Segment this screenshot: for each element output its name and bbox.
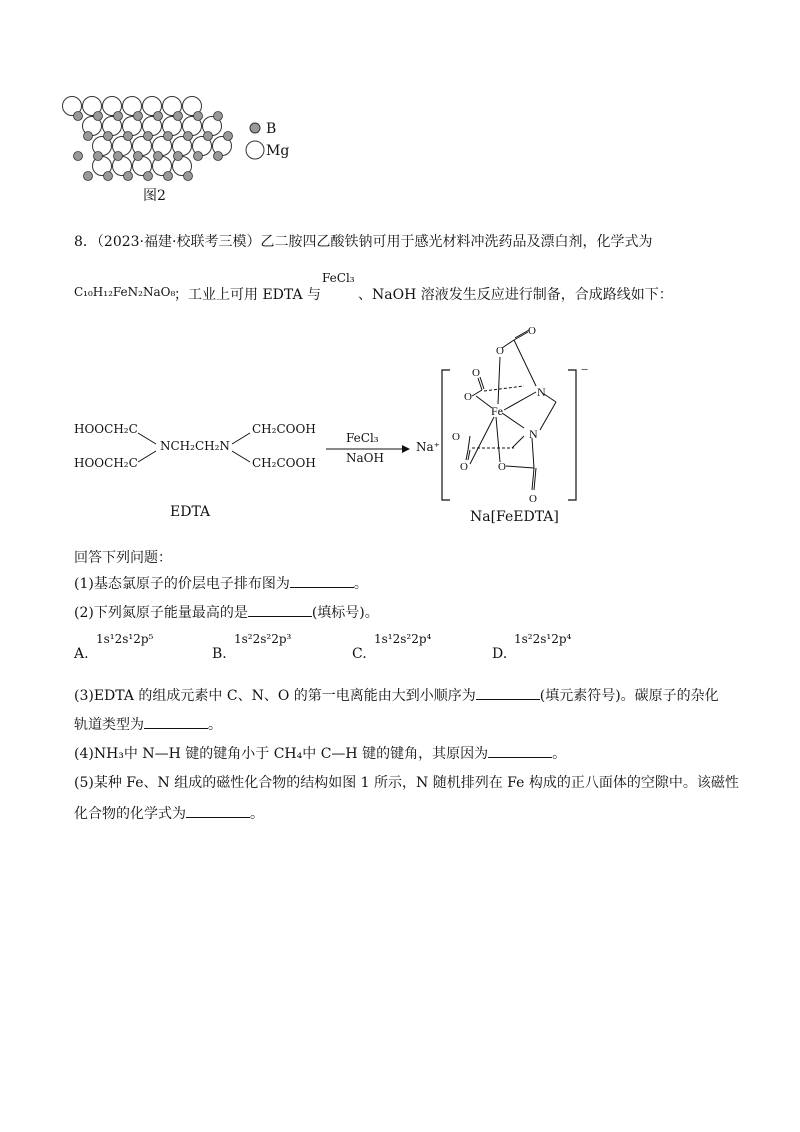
o-atom-left-top: O: [472, 367, 480, 379]
o-atom-bottom: O: [498, 461, 506, 473]
legend-mg-label: Mg: [266, 143, 290, 159]
o-atom-lower: O: [460, 461, 468, 473]
sub-question-1: (1)基态氯原子的价层电子排布图为 。: [74, 576, 368, 592]
legend-b-label: B: [266, 121, 277, 137]
sub-question-4: (4)NH₃中 N—H 键的键角小于 CH₄中 C—H 键的键角，其原因为 。: [74, 746, 567, 762]
question-intro: 乙二胺四乙酸铁钠可用于感光材料冲洗药品及漂白剂，化学式为: [260, 234, 653, 250]
edta-left-bottom: HOOCH₂C: [74, 456, 138, 470]
sub-question-5-line2: 化合物的化学式为 。: [74, 806, 264, 822]
figure2-caption: 图2: [143, 188, 166, 204]
answer-blank-2[interactable]: [248, 603, 312, 617]
fe-atom: Fe: [491, 404, 503, 418]
sub-question-3-line2: 轨道类型为 。: [74, 717, 222, 733]
edta-center: NCH₂CH₂N: [160, 439, 230, 453]
answer-blank-5[interactable]: [186, 804, 250, 818]
answer-blank-3a[interactable]: [476, 686, 540, 700]
na-plus: Na⁺: [416, 440, 440, 454]
answer-prompt: 回答下列问题：: [74, 550, 172, 566]
formula-suffix: ；工业上可用 EDTA 与: [174, 287, 322, 303]
answer-blank-4[interactable]: [488, 744, 552, 758]
route-text: 、NaOH 溶液发生反应进行制备，合成路线如下：: [358, 287, 673, 303]
o-atom-carbonyl-top: O: [528, 325, 536, 337]
fe-edta-complex: [436, 318, 596, 510]
option-a[interactable]: A. 1s¹2s¹2p⁵: [74, 632, 154, 662]
compound-formula: C₁₀H₁₂FeN₂NaO₈: [74, 285, 176, 299]
o-atom-top: O: [496, 345, 504, 357]
edta-label: EDTA: [170, 504, 211, 520]
n-atom-top: N: [537, 385, 546, 399]
sub-question-5: (5)某种 Fe、N 组成的磁性化合物的结构如图 1 所示，N 随机排列在 Fe 构成的正八面体的空隙中。该磁性: [74, 775, 739, 791]
reagent-fecl3: FeCl₃: [346, 431, 379, 445]
o-atom-left-bottom: O: [452, 431, 460, 443]
o-atom-left: O: [464, 391, 472, 403]
complex-charge: −: [581, 362, 589, 377]
edta-right-top: CH₂COOH: [252, 422, 316, 436]
reagent-naoh: NaOH: [346, 451, 384, 465]
product-label: Na[FeEDTA]: [470, 509, 559, 525]
sub-question-3: (3)EDTA 的组成元素中 C、N、O 的第一电离能由大到小顺序为 (填元素符号)。碳原子的杂化: [74, 688, 719, 704]
option-c[interactable]: C. 1s¹2s²2p⁴: [352, 632, 432, 662]
o-atom-carbonyl-bottom: O: [529, 493, 537, 505]
sub-question-2: (2)下列氮原子能量最高的是 (填标号)。: [74, 605, 379, 621]
n-atom-bottom: N: [529, 427, 538, 441]
edta-left-top: HOOCH₂C: [74, 422, 138, 436]
question-number: 8．: [74, 234, 97, 250]
question-source: （2023·福建·校联考三模）: [96, 234, 261, 250]
fecl3-label: FeCl₃: [322, 271, 355, 285]
option-d[interactable]: D. 1s²2s¹2p⁴: [492, 632, 572, 662]
answer-blank-3b[interactable]: [144, 715, 208, 729]
answer-blank-1[interactable]: [290, 574, 354, 588]
option-b[interactable]: B. 1s²2s²2p³: [212, 632, 292, 662]
edta-right-bottom: CH₂COOH: [252, 456, 316, 470]
